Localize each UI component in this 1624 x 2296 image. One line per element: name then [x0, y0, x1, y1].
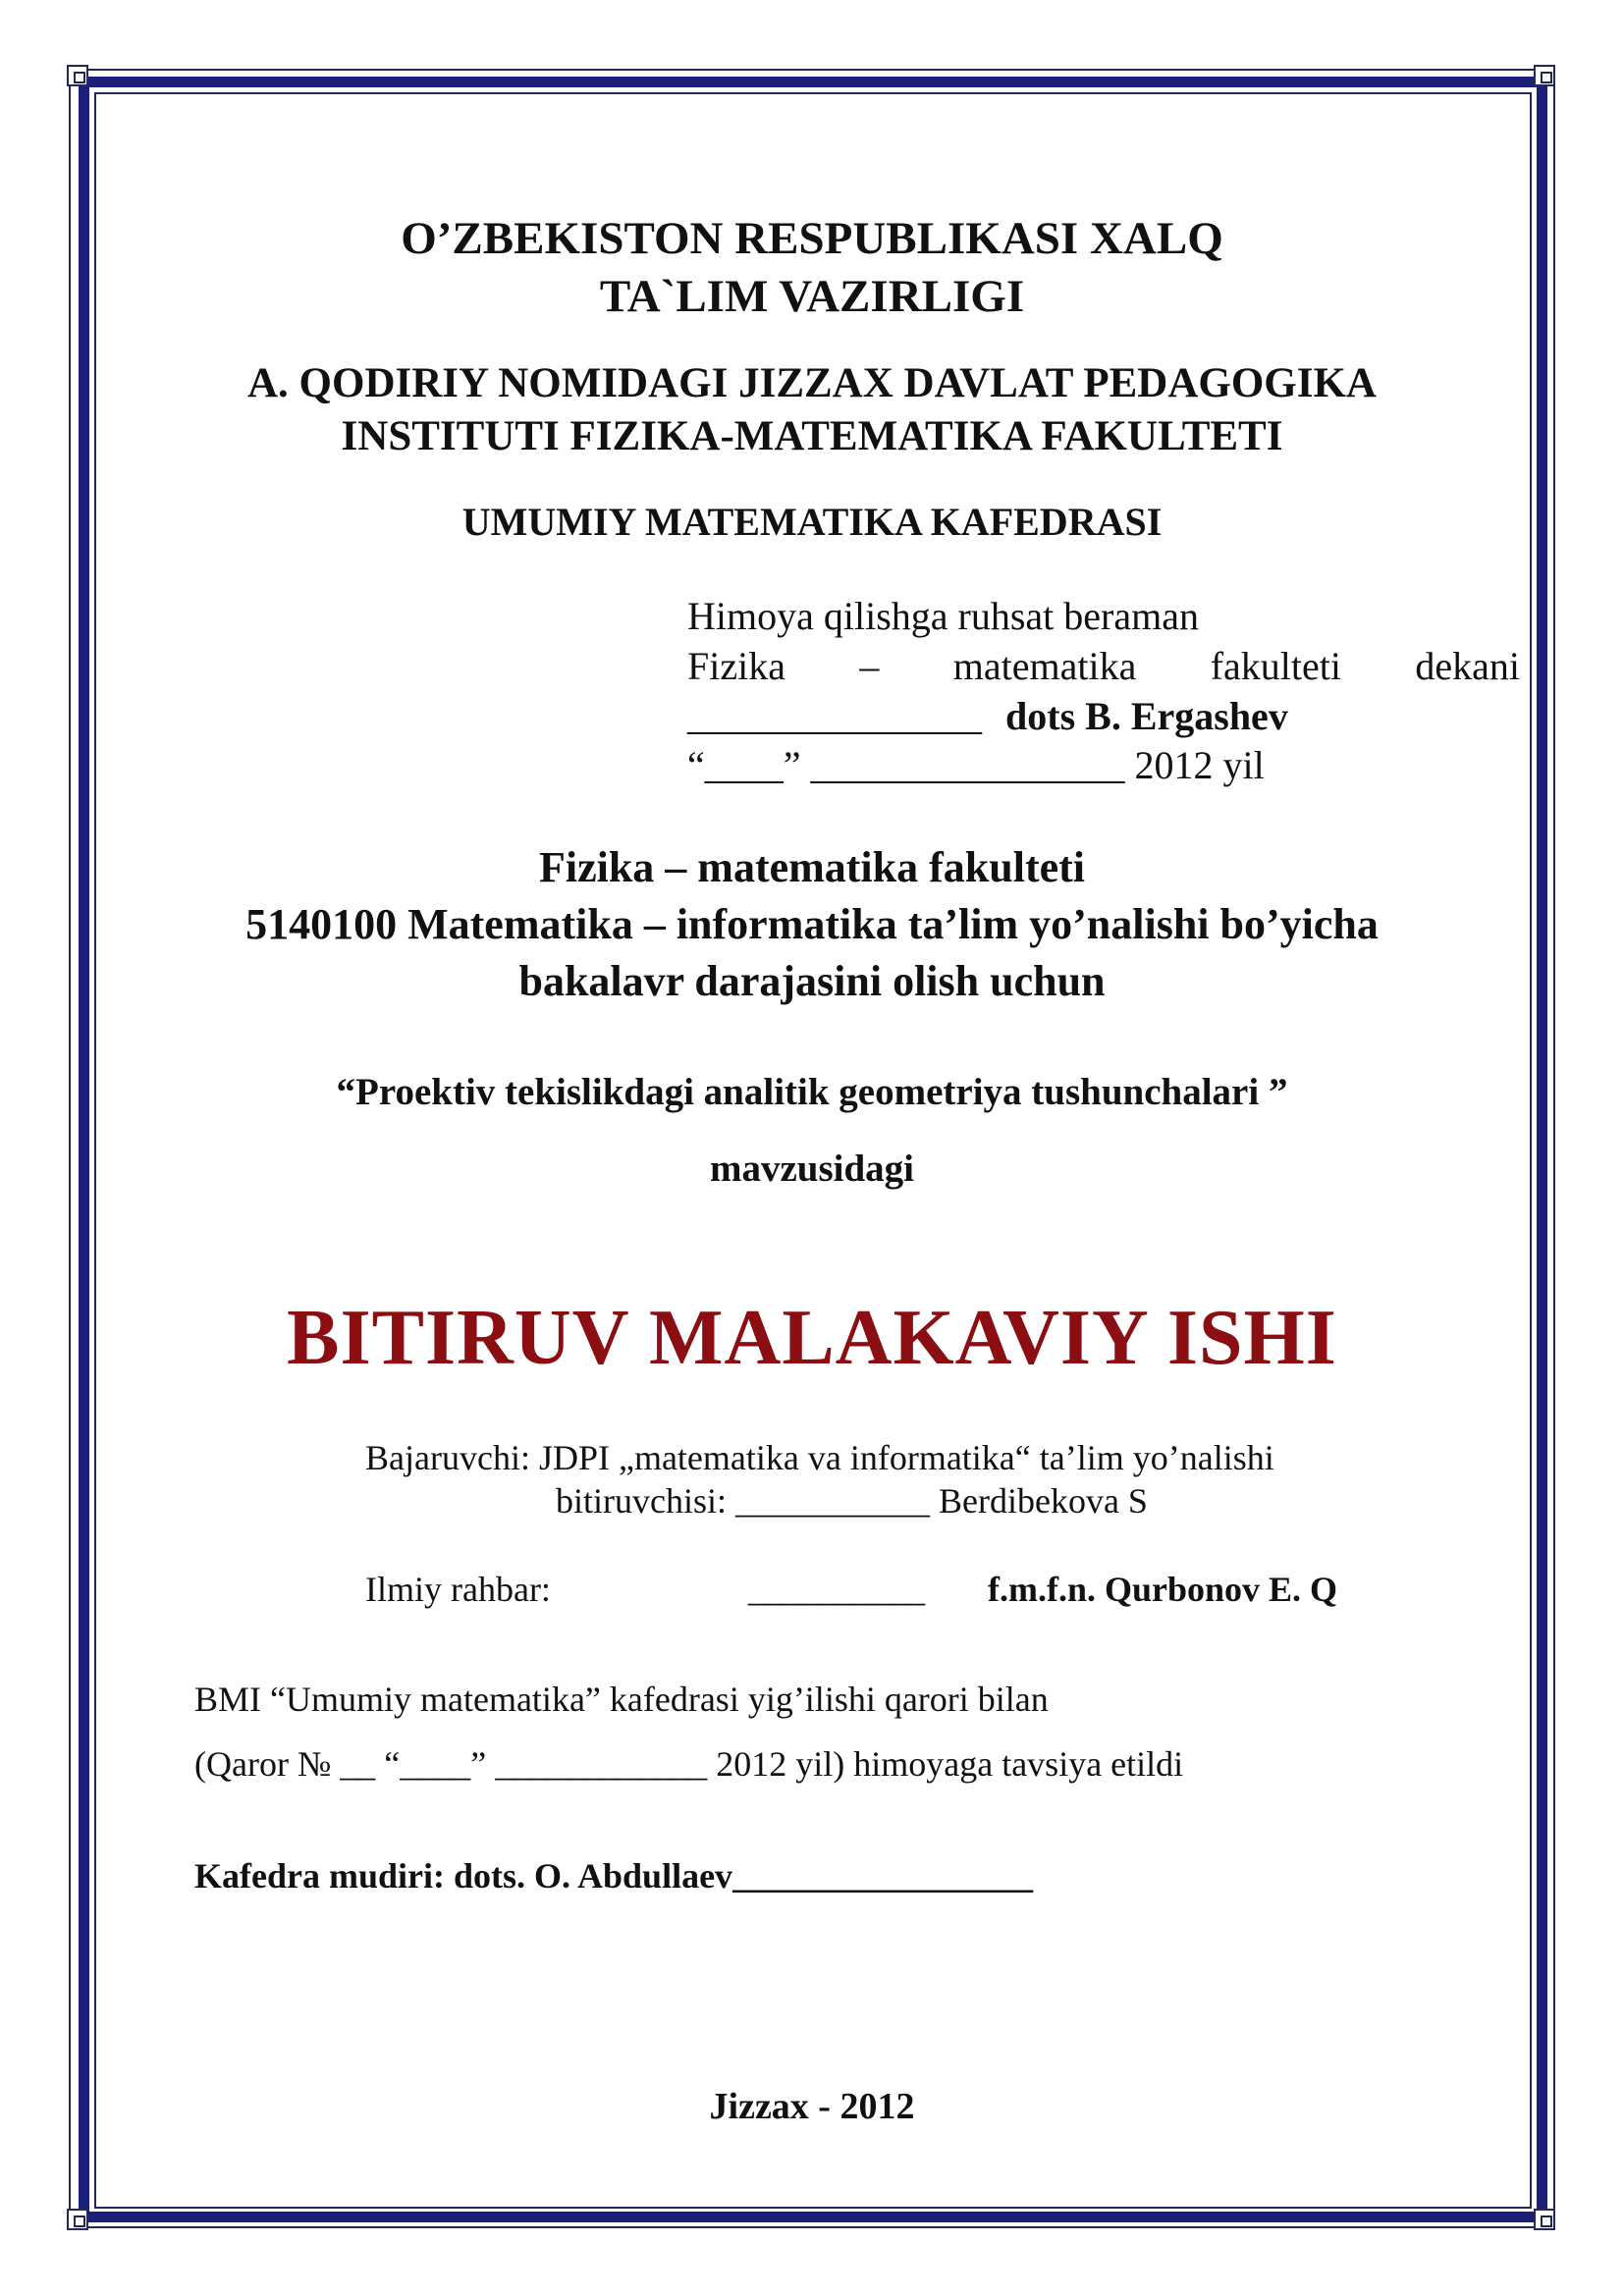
place-and-year: Jizzax - 2012 [709, 2086, 915, 2127]
supervisor-signature-blank: __________ [748, 1570, 925, 1609]
faculty-line: Fizika – matematika fakulteti [538, 843, 1086, 891]
executor-line2: bitiruvchisi: ___________ Berdibekova S [556, 1481, 1148, 1521]
border-corner-ornament [67, 65, 88, 86]
border-corner-ornament [1534, 65, 1555, 86]
dean-name: dots B. Ergashev [1005, 694, 1288, 738]
approval-date-line: “____” ________________ 2012 yil [687, 743, 1265, 787]
institute-name-line1: A. QODIRIY NOMIDAGI JIZZAX DAVLAT PEDAGOGIKA [247, 360, 1377, 406]
document-title: BITIRUV MALAKAVIY ISHI [287, 1295, 1337, 1381]
institute-name-line2: INSTITUTI FIZIKA-MATEMATIKA FAKULTETI [341, 413, 1283, 459]
recommendation-line2: (Qaror № __ “____” ____________ 2012 yil) himoyaga tavsiya etildi [194, 1744, 1184, 1784]
ministry-name-line2: TA`LIM VAZIRLIGI [599, 271, 1025, 322]
border-corner-ornament [1534, 2209, 1555, 2230]
border-corner-ornament [67, 2209, 88, 2230]
ministry-name-line1: O’ZBEKISTON RESPUBLIKASI XALQ [401, 213, 1223, 264]
recommendation-line1: BMI “Umumiy matematika” kafedrasi yig’ilishi qarori bilan [194, 1680, 1049, 1719]
department-name: UMUMIY MATEMATIKA KAFEDRASI [461, 500, 1163, 544]
degree-purpose-line: bakalavr darajasini olish uchun [518, 957, 1106, 1005]
thesis-topic-suffix: mavzusidagi [709, 1148, 915, 1190]
approval-line: Himoya qilishga ruhsat beraman [687, 594, 1199, 638]
supervisor-name: f.m.f.n. Qurbonov E. Q [988, 1570, 1338, 1609]
supervisor-label: Ilmiy rahbar: [365, 1570, 551, 1609]
head-of-department-name: Kafedra mudiri: dots. O. Abdullaev [194, 1856, 733, 1896]
signature-blank: _______________ [687, 694, 982, 738]
head-of-department-line [194, 1855, 1033, 1896]
dean-title-word: matematika [952, 644, 1137, 688]
executor-line1: Bajaruvchi: JDPI „matematika va informatika“ ta’lim yo’nalishi [365, 1438, 1274, 1477]
head-signature-blank: _________________ [732, 1856, 1034, 1896]
specialty-line: 5140100 Matematika – informatika ta’lim yo’nalishi bo’yicha [245, 900, 1379, 948]
dean-title-word: dekani [1415, 644, 1520, 688]
dean-signature-line [687, 693, 1288, 739]
thesis-topic: “Proektiv tekislikdagi analitik geometriya tushunchalari ” [336, 1071, 1288, 1113]
dean-title-word: – [859, 644, 880, 688]
dean-title-word: Fizika [687, 644, 785, 688]
dean-title-word: fakulteti [1210, 644, 1341, 688]
dean-title [687, 643, 1520, 689]
